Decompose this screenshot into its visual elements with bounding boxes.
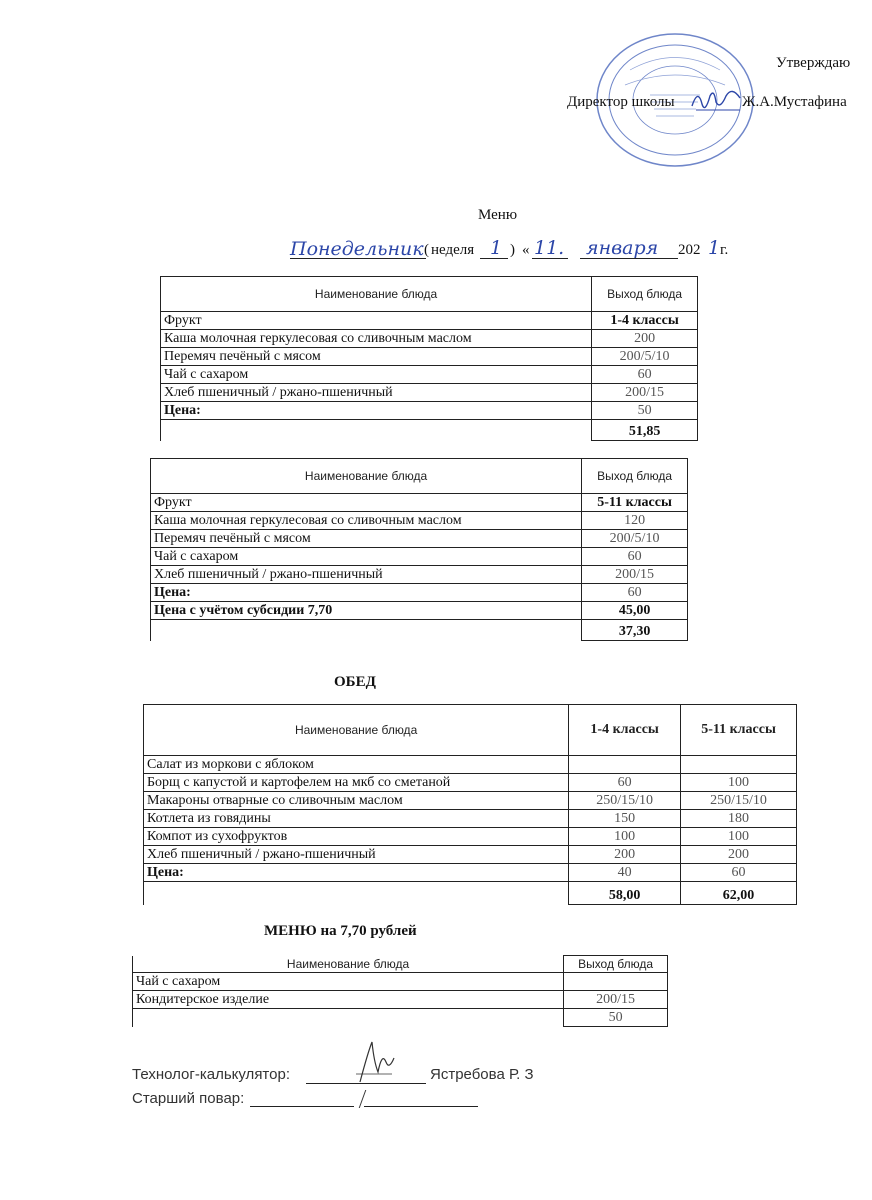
price-row	[161, 420, 698, 441]
technologist-label: Технолог-калькулятор:	[132, 1066, 290, 1083]
breakfast-5-11-table	[150, 458, 688, 641]
cook-label: Старший повар:	[132, 1090, 245, 1107]
date-month: января	[586, 237, 659, 259]
table-row: Цена: 60	[151, 584, 688, 602]
table-row: Фрукт 5-11 классы	[151, 494, 688, 512]
snack-title: МЕНЮ на 7,70 рублей	[264, 923, 417, 939]
class-label: 5-11 классы	[582, 494, 688, 512]
approval-label: Утверждаю	[776, 55, 851, 71]
table-row: Цена: 50	[161, 402, 698, 420]
table-row: Перемяч печёный с мясом 200/5/10	[161, 348, 698, 366]
table-row: Хлеб пшеничный / ржано-пшеничный 200 200	[144, 846, 797, 864]
week-number: 1	[490, 237, 503, 259]
snack-last-output: 50	[564, 1009, 668, 1027]
class-label: 1-4 классы	[592, 312, 698, 330]
breakfast-1-4-table	[160, 276, 698, 441]
price-row	[144, 882, 797, 905]
table-row: Борщ с капустой и картофелем на мкб со сметаной 60 100	[144, 774, 797, 792]
header-output: Выход блюда	[582, 459, 688, 494]
header-output: Выход блюда	[564, 956, 668, 973]
year-prefix: 202	[678, 242, 701, 258]
table-row	[133, 1009, 668, 1027]
price-value: 37,30	[582, 620, 688, 641]
technologist-signature	[350, 1038, 400, 1088]
table-row: Компот из сухофруктов 100 100	[144, 828, 797, 846]
table-row: Чай с сахаром 60	[151, 548, 688, 566]
date-day: 11.	[534, 237, 565, 259]
header-output: Выход блюда	[592, 277, 698, 312]
header-dish-name: Наименование блюда	[144, 705, 569, 756]
year-g: г.	[720, 242, 729, 258]
lunch-table	[143, 704, 797, 905]
header-dish-name: Наименование блюда	[133, 956, 564, 973]
quote-open: «	[522, 242, 530, 258]
table-row: Салат из моркови с яблоком	[144, 756, 797, 774]
table-row: Чай с сахаром 60	[161, 366, 698, 384]
table-row: Цена: 40 60	[144, 864, 797, 882]
date-line: Понедельник ( неделя 1 ) « 11. января 202 1 г.	[290, 237, 729, 260]
lunch-title: ОБЕД	[334, 674, 376, 690]
table-row: Перемяч печёный с мясом 200/5/10	[151, 530, 688, 548]
table-row: Кондитерское изделие 200/15	[133, 991, 668, 1009]
price-value: 51,85	[592, 420, 698, 441]
header-class-1-4: 1-4 классы	[569, 705, 681, 756]
table-row: Цена с учётом субсидии 7,70 45,00	[151, 602, 688, 620]
table-row: Котлета из говядины 150 180	[144, 810, 797, 828]
table-row: Фрукт 1-4 классы	[161, 312, 698, 330]
table-row: Каша молочная геркулесовая со сливочным маслом 120	[151, 512, 688, 530]
weekday-handwritten: Понедельник	[290, 238, 424, 260]
price-value-5-11: 62,00	[681, 882, 797, 905]
snack-table	[132, 955, 668, 1027]
price-value-1-4: 58,00	[569, 882, 681, 905]
table-row: Макароны отварные со сливочным маслом 250/15/10 250/15/10	[144, 792, 797, 810]
price-row	[151, 620, 688, 641]
week-label: неделя	[431, 242, 475, 258]
year-suffix: 1	[708, 237, 721, 259]
header-class-5-11: 5-11 классы	[681, 705, 797, 756]
director-position: Директор школы	[567, 94, 675, 110]
table-row: Чай с сахаром	[133, 973, 668, 991]
table-row: Хлеб пшеничный / ржано-пшеничный 200/15	[161, 384, 698, 402]
header-dish-name: Наименование блюда	[161, 277, 592, 312]
director-name: Ж.А.Мустафина	[742, 94, 847, 110]
header-dish-name: Наименование блюда	[151, 459, 582, 494]
director-signature	[688, 84, 748, 118]
page-title: Меню	[478, 207, 518, 223]
technologist-name: Ястребова Р. З	[430, 1066, 534, 1083]
table-row: Хлеб пшеничный / ржано-пшеничный 200/15	[151, 566, 688, 584]
table-row: Каша молочная геркулесовая со сливочным маслом 200	[161, 330, 698, 348]
